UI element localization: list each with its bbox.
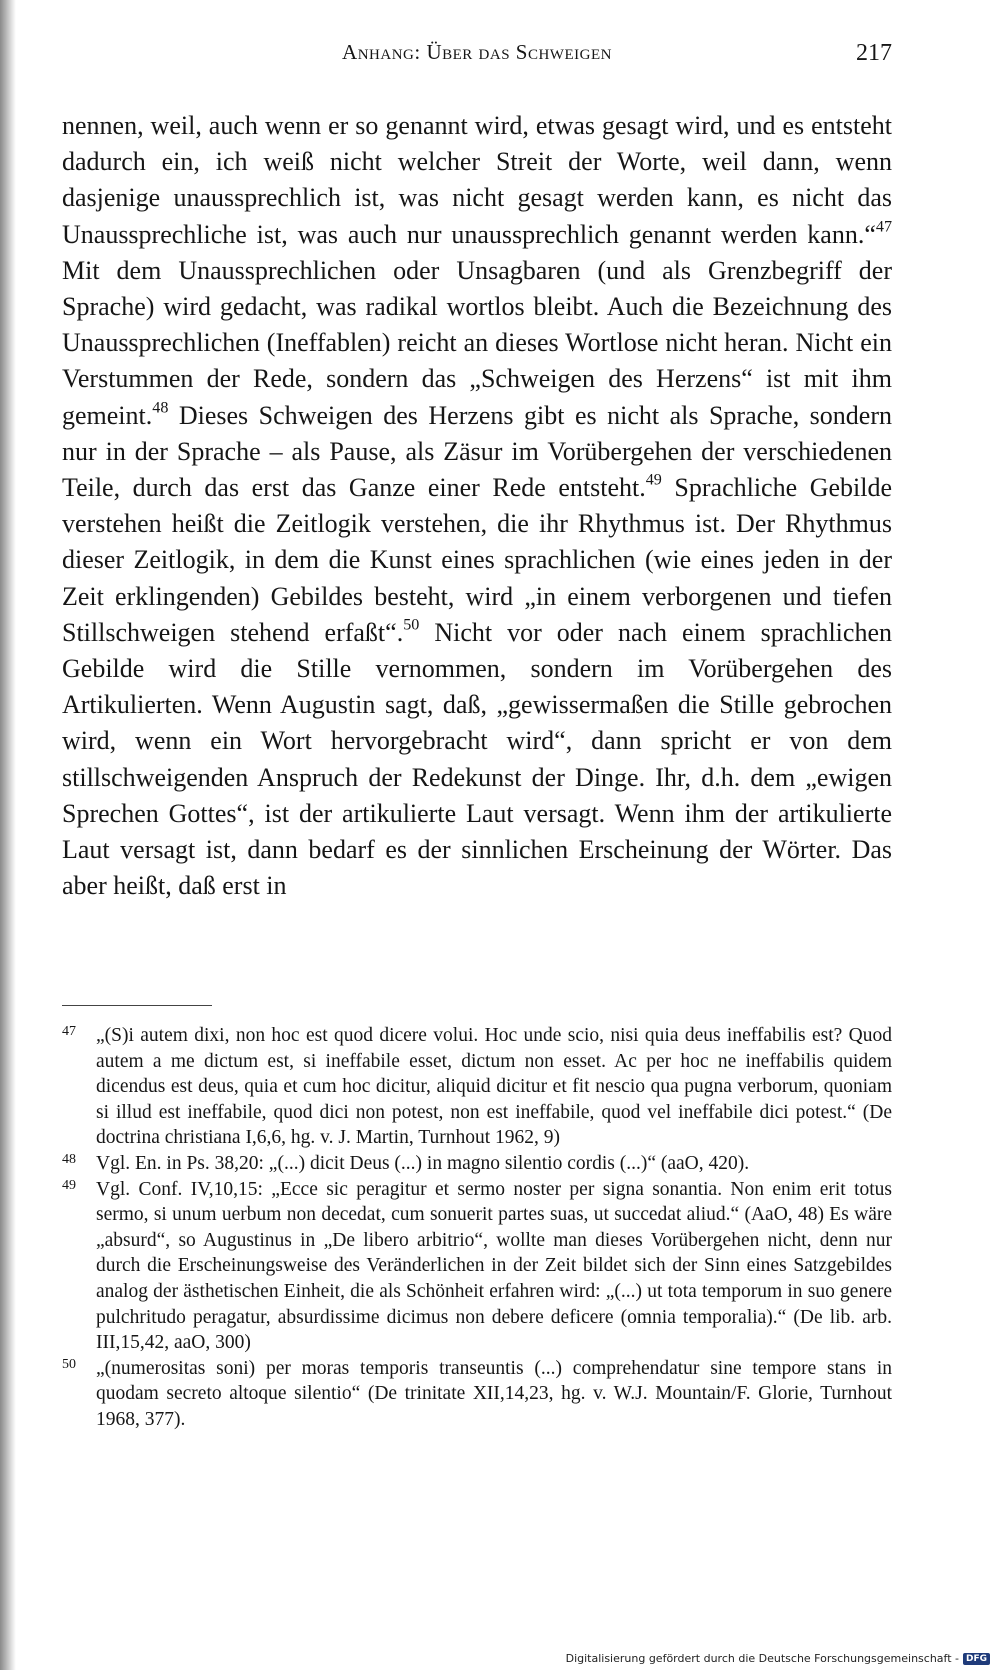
footnote-ref-49: 49 (645, 471, 662, 489)
footnote-50 (62, 1356, 892, 1433)
footnote-ref-48: 48 (152, 399, 169, 417)
sentence-5: Nicht vor oder nach einem sprachlichen Gebilde wird die Stille vernommen, sondern im Vorübergehen des Artikulierten. Wenn Augustin sagt, daß, „gewissermaßen die Stille gebrochen wird, wenn ein Wort hervorgebracht wird“, dann spricht er von dem stillschweigenden Anspruch der Redekunst der Dinge. Ihr, d.h. dem „ewigen Sprechen Gottes“, ist der artikulierte Laut versagt. Wenn ihm der artikulierte Laut versagt ist, dann bedarf es der sinnlichen Erscheinung der Wörter. Das aber heißt, daß erst in (62, 617, 892, 901)
book-spine-shadow (0, 0, 16, 1670)
footnote-text: „(numerositas soni) per moras temporis transeuntis (...) comprehendatur sine tempore stans in quodam secreto altoque silentio“ (De trinitate XII,14,23, hg. v. W.J. Mountain/F. Glorie, Turnhout 1968, 377). (96, 1357, 892, 1430)
footnote-48 (62, 1151, 892, 1177)
sentence-3: Dieses Schweigen des Herzens gibt es nicht als Sprache, sondern nur in der Sprache – als Pause, als Zäsur im Vorübergehen der verschiedenen Teile, durch das erst das Ganze einer Rede entsteht. (62, 400, 892, 503)
running-head: Anhang: Über das Schweigen (342, 40, 612, 64)
dfg-logo-icon: DFG (963, 1653, 990, 1665)
footnote-text: „(S)i autem dixi, non hoc est quod dicere volui. Hoc unde scio, nisi quia deus ineffabilis est? Quod autem a me dictum est, si ineffabile esset, dictum non esset. Ac per hoc ne ineffabilis quidem dicendus est deus, quia et cum hoc dicitur, aliquid dicitur et fit nescio qua pugna verborum, quoniam si illud est ineffabile, quod dici non potest, non est ineffabile, quod vel ineffabile dici potest.“ (De doctrina christiana I,6,6, hg. v. J. Martin, Turnhout 1962, 9) (96, 1025, 892, 1149)
footnote-number: 49 (62, 1177, 76, 1193)
footnote-number: 48 (62, 1151, 76, 1167)
footnote-number: 47 (62, 1024, 76, 1039)
footnotes (62, 1023, 892, 1433)
page-header (62, 40, 892, 70)
main-text (62, 108, 892, 904)
footnote-text: Vgl. Conf. IV,10,15: „Ecce sic peragitur et sermo noster per signa sonantia. Non enim erit totus sermo, si unum uerbum non decedat, cum sonuerit partes suas, ut succedat aliud.“ (AaO, 48) Es wäre „absurd“, so Augustinus in „De libero arbitrio“, wollte man dieses Vorübergehen nicht, denn nur durch die Erscheinungsweise des Veränderlichen in der Zeit bildet sich der Sinn eines Satzgebildes analog der ästhetischen Einheit, die als Schönheit erfahren wird: „(...) ut tota temporum in suo genere pulchritudo peragatur, absurdissime dicimus non debere deficere (omnia temporalia).“ (De lib. arb. III,15,42, aaO, 300) (96, 1178, 892, 1354)
body-paragraph (62, 108, 892, 904)
footnote-49 (62, 1177, 892, 1356)
footnote-ref-50: 50 (403, 616, 420, 634)
footnote-separator (62, 1005, 212, 1006)
footnote-47 (62, 1023, 892, 1151)
footnote-ref-47: 47 (875, 218, 892, 236)
footnote-number: 50 (62, 1356, 76, 1372)
sentence-1: nennen, weil, auch wenn er so genannt wird, etwas gesagt wird, und es entsteht dadurch ein, ich weiß nicht welcher Streit der Worte, weil dann, wenn dasjenige unaussprechlich ist, was nicht gesagt werden kann, es nicht das Unaussprechliche ist, was auch nur unaussprechlich genannt werden kann.“ (62, 111, 892, 249)
footnote-text: Vgl. En. in Ps. 38,20: „(...) dicit Deus (...) in magno silentio cordis (...)“ (aaO, 420). (96, 1152, 750, 1174)
digitization-credit (566, 1652, 990, 1665)
sentence-2: Mit dem Unaussprechlichen oder Unsagbaren (und als Grenzbegriff der Sprache) wird gedacht, was radikal wortlos bleibt. Auch die Bezeichnung des Unaussprechlichen (Ineffablen) reicht an dieses Wortlose nicht heran. Nicht ein Verstummen der Rede, sondern das „Schweigen des Herzens“ ist mit ihm gemeint. (62, 255, 892, 430)
sentence-4: Sprachliche Gebilde verstehen heißt die Zeitlogik verstehen, die ihr Rhythmus ist. Der Rhythmus dieser Zeitlogik, in dem die Kunst eines sprachlichen (wie eines jeden in der Zeit erklingenden) Gebildes besteht, wird „in einem verborgenen und tiefen Stillschweigen stehend erfaßt“. (62, 473, 892, 647)
page-number: 217 (856, 40, 892, 66)
credit-text: Digitalisierung gefördert durch die Deutsche Forschungsgemeinschaft - (565, 1652, 959, 1665)
